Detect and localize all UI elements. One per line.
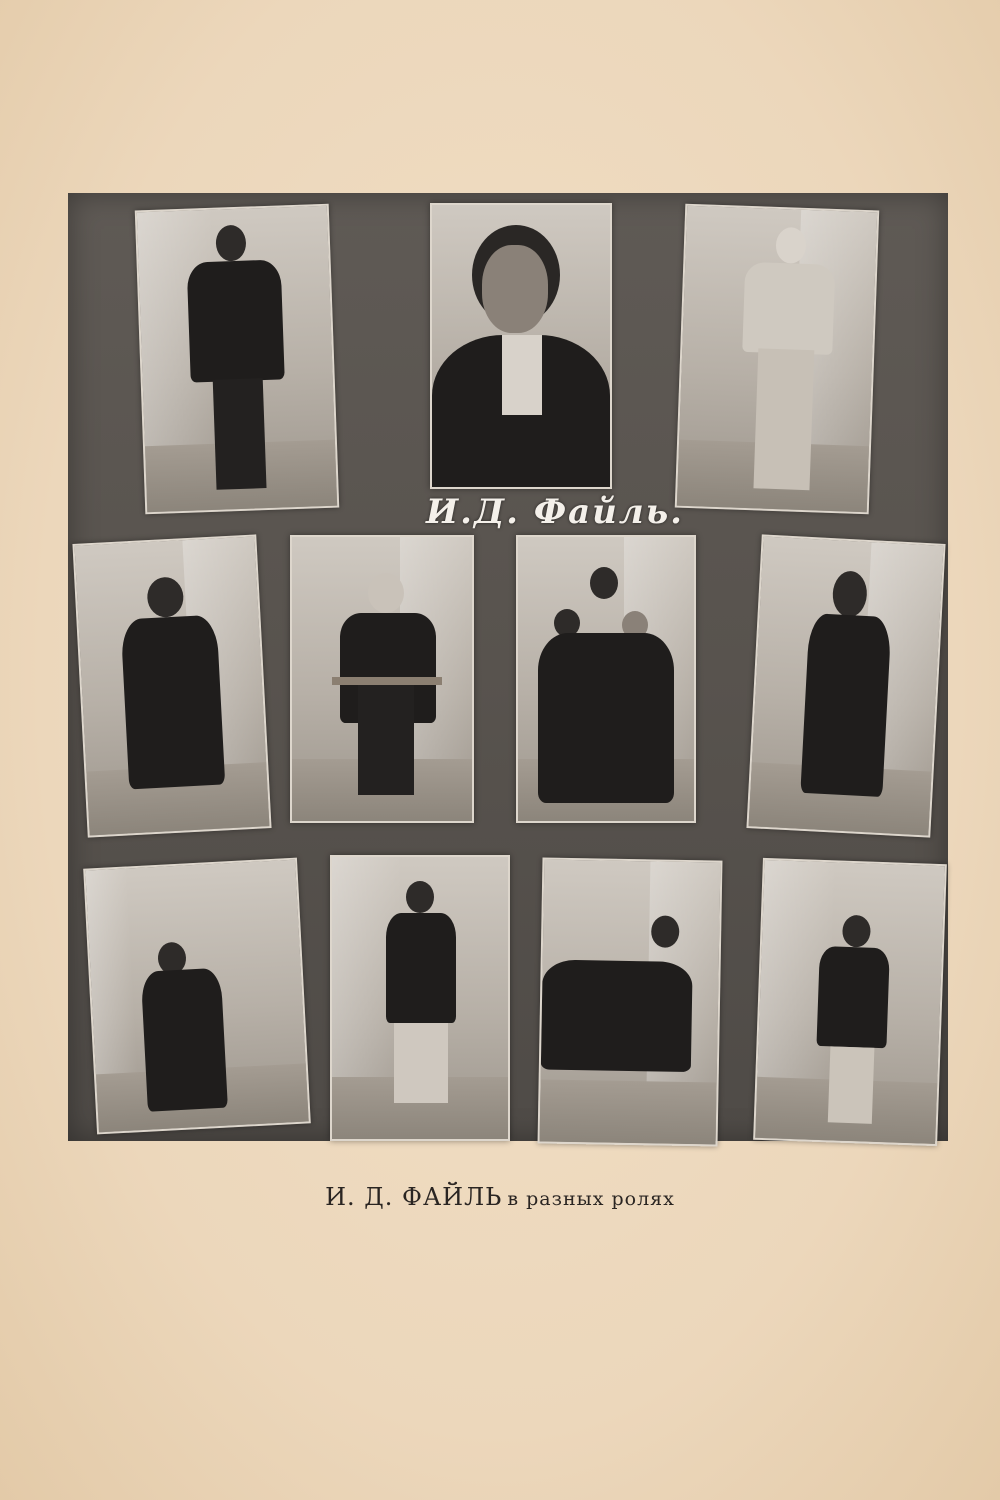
- caption-text: в разных ролях: [507, 1188, 675, 1210]
- photo-role-long-coat: [72, 534, 271, 837]
- photo-role-seated-chair: [538, 857, 723, 1146]
- photo-role-sailor: [675, 204, 879, 515]
- photo-role-standing-hands-on-hips: [135, 204, 339, 515]
- caption-name: И. Д. ФАЙЛЬ: [325, 1183, 503, 1211]
- photo-role-dark-doorway: [83, 858, 311, 1135]
- photo-portrait-center: [430, 203, 612, 489]
- photo-role-short-tunic: [330, 855, 510, 1141]
- photo-role-with-children: [516, 535, 696, 823]
- actor-signature: И.Д. Файль.: [425, 492, 685, 532]
- figure-caption: [200, 1183, 800, 1211]
- photo-role-bearded: [746, 534, 945, 837]
- photo-collage: [68, 193, 948, 1141]
- photo-role-seated-at-table: [290, 535, 474, 823]
- photo-role-gesturing: [753, 858, 947, 1146]
